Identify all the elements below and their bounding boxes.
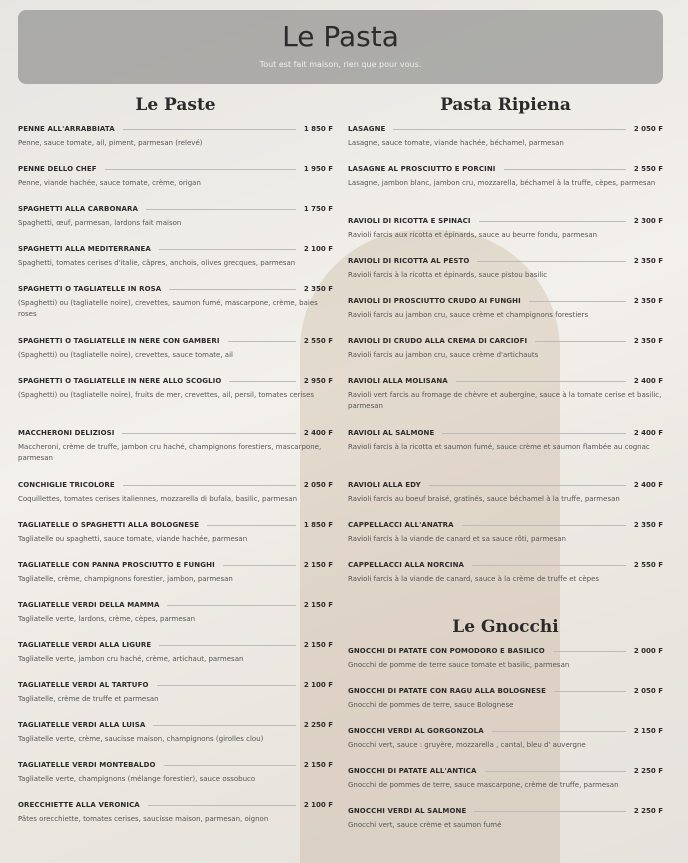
menu-item-line	[18, 242, 333, 256]
menu-item-price: 2 150 F	[303, 561, 333, 569]
menu-item-name: LASAGNE	[348, 125, 386, 133]
menu-item-description: (Spaghetti) ou (tagliatelle noire), fruits de mer, crevettes, ail, persil, tomates cerises	[18, 391, 315, 399]
menu-item-divider	[553, 651, 626, 652]
menu-item-description: (Spaghetti) ou (tagliatelle noire), crevettes, saumon fumé, mascarpone, crème, baies roses	[18, 299, 318, 318]
menu-item	[348, 558, 663, 598]
menu-item-divider	[462, 525, 626, 526]
menu-item-price: 2 050 F	[303, 481, 333, 489]
menu-item-name: CAPPELLACCI ALLA NORCINA	[348, 561, 465, 569]
menu-item	[348, 374, 663, 426]
menu-item-divider	[223, 565, 296, 566]
menu-item-name: RAVIOLI DI RICOTTA E SPINACI	[348, 217, 471, 225]
menu-item-divider	[492, 731, 626, 732]
menu-item-line	[348, 558, 663, 572]
menu-item-line	[18, 638, 333, 652]
menu-item-price: 2 150 F	[303, 601, 333, 609]
menu-item-price: 2 350 F	[633, 257, 663, 265]
menu-item-line	[18, 798, 333, 812]
menu-item-price: 2 250 F	[633, 807, 663, 815]
menu-item-line	[348, 254, 663, 268]
menu-item-price: 2 350 F	[633, 521, 663, 529]
menu-item-price: 2 300 F	[633, 217, 663, 225]
menu-item	[348, 426, 663, 478]
menu-item-line	[18, 374, 333, 388]
menu-item-description: Tagliatelle, crème, champignons forestier, jambon, parmesan	[18, 575, 233, 583]
menu-item-description: (Spaghetti) ou (tagliatelle noire), crevettes, sauce tomate, ail	[18, 351, 233, 359]
menu-item-price: 1 950 F	[303, 165, 333, 173]
menu-item	[18, 758, 333, 798]
menu-item-description: Maccheroni, crème de truffe, jambon cru haché, champignons forestiers, mascarpone, parmesan	[18, 443, 322, 462]
menu-item	[18, 638, 333, 678]
menu-item-description: Tagliatelle verte, lardons, crème, cèpes, parmesan	[18, 615, 196, 623]
menu-item	[18, 426, 333, 478]
menu-item-name: GNOCCHI VERDI AL SALMONE	[348, 807, 467, 815]
menu-item-description: Penne, viande hachée, sauce tomate, crème, origan	[18, 179, 201, 187]
menu-item-line	[348, 294, 663, 308]
menu-item-line	[348, 644, 663, 658]
menu-item-divider	[157, 685, 296, 686]
menu-item-name: SPAGHETTI ALLA MEDITERRANEA	[18, 245, 151, 253]
menu-item-divider	[207, 525, 296, 526]
menu-item-description: Gnocchi de pommes de terre, sauce mascarpone, crème de truffe, parmesan	[348, 781, 619, 789]
menu-item-description: Gnocchi de pommes de terre, sauce Bolognese	[348, 701, 514, 709]
menu-item-line	[348, 478, 663, 492]
menu-item	[18, 202, 333, 242]
menu-item-line	[18, 202, 333, 216]
menu-item-price: 1 750 F	[303, 205, 333, 213]
menu-item-description: Coquillettes, tomates cerises italiennes, mozzarella di bufala, basilic, parmesan	[18, 495, 298, 503]
menu-item	[348, 764, 663, 804]
menu-item-name: TAGLIATELLE VERDI MONTEBALDO	[18, 761, 156, 769]
menu-item-name: TAGLIATELLE VERDI ALLA LUISA	[18, 721, 146, 729]
menu-item-line	[18, 518, 333, 532]
menu-item-price: 2 400 F	[633, 429, 663, 437]
menu-item-divider	[169, 289, 296, 290]
menu-item-price: 2 400 F	[633, 377, 663, 385]
menu-item-divider	[485, 771, 626, 772]
menu-item-description: Tagliatelle verte, jambon cru haché, crème, artichaut, parmesan	[18, 655, 244, 663]
menu-item-name: RAVIOLI AL SALMONE	[348, 429, 435, 437]
menu-item	[348, 684, 663, 724]
menu-item-price: 2 350 F	[303, 285, 333, 293]
menu-item-description: Ravioli farcis à la ricotta et épinards, sauce pistou basilic	[348, 271, 548, 279]
menu-item-name: GNOCCHI DI PATATE CON RAGU ALLA BOLOGNESE	[348, 687, 547, 695]
menu-item	[18, 282, 333, 334]
menu-item-divider	[153, 725, 295, 726]
menu-item-description: Lasagne, jambon blanc, jambon cru, mozzarella, béchamel à la truffe, cèpes, parmesan	[348, 179, 656, 187]
menu-item-price: 2 950 F	[303, 377, 333, 385]
menu-item	[348, 518, 663, 558]
menu-item-price: 2 550 F	[633, 165, 663, 173]
menu-item-price: 2 150 F	[633, 727, 663, 735]
menu-item-description: Gnocchi vert, sauce : gruyère, mozzarella , cantal, bleu d' auvergne	[348, 741, 586, 749]
menu-item-description: Spaghetti, tomates cerises d'italie, câpres, anchois, olives grecques, parmesan	[18, 259, 296, 267]
menu-item-description: Ravioli vert farcis au fromage de chèvre et aubergine, sauce à la tomate cerise et basilic, parmesan	[348, 391, 662, 410]
menu-item-line	[18, 558, 333, 572]
menu-item-divider	[122, 433, 295, 434]
menu-item-line	[348, 724, 663, 738]
page-subtitle: Tout est fait maison, rien que pour vous.	[259, 60, 422, 69]
menu-item-price: 2 250 F	[633, 767, 663, 775]
menu-item-price: 2 350 F	[633, 337, 663, 345]
section-title-ripiena: Pasta Ripiena	[440, 95, 571, 115]
menu-item	[348, 254, 663, 294]
menu-item-name: LASAGNE AL PROSCIUTTO E PORCINI	[348, 165, 496, 173]
menu-item-line	[18, 598, 333, 612]
menu-item-name: RAVIOLI DI CRUDO ALLA CREMA DI CARCIOFI	[348, 337, 528, 345]
menu-item-divider	[477, 261, 625, 262]
menu-item	[348, 122, 663, 162]
menu-item-divider	[429, 485, 626, 486]
menu-item-name: TAGLIATELLE CON PANNA PROSCIUTTO E FUNGHI	[18, 561, 215, 569]
left-column	[18, 92, 333, 838]
menu-item-line	[18, 678, 333, 692]
menu-item-line	[348, 426, 663, 440]
menu-item-divider	[159, 249, 296, 250]
menu-item	[348, 724, 663, 764]
menu-item-price: 2 550 F	[303, 337, 333, 345]
menu-item	[348, 478, 663, 518]
menu-item-name: SPAGHETTI O TAGLIATELLE IN NERE ALLO SCOGLIO	[18, 377, 222, 385]
section-title-paste: Le Paste	[135, 95, 216, 115]
menu-item-divider	[504, 169, 626, 170]
menu-item	[18, 374, 333, 426]
menu-item-divider	[148, 805, 296, 806]
paste-list	[18, 122, 333, 838]
menu-item-line	[348, 334, 663, 348]
menu-item-description: Lasagne, sauce tomate, viande hachée, béchamel, parmesan	[348, 139, 564, 147]
menu-item-name: RAVIOLI ALLA EDY	[348, 481, 421, 489]
header-banner	[18, 10, 663, 84]
menu-item-name: SPAGHETTI O TAGLIATELLE IN NERE CON GAMBERI	[18, 337, 220, 345]
menu-item-name: PENNE ALL'ARRABBIATA	[18, 125, 115, 133]
menu-item-description: Ravioli farcis à la viande de canard et sa sauce rôti, parmesan	[348, 535, 566, 543]
menu-item-name: CAPPELLACCI ALL'ANATRA	[348, 521, 454, 529]
menu-item-divider	[105, 169, 296, 170]
ripiena-list	[348, 122, 663, 598]
menu-item-price: 2 150 F	[303, 761, 333, 769]
menu-item-line	[348, 214, 663, 228]
menu-item-divider	[456, 381, 626, 382]
menu-item-description: Ravioli farcis au jambon cru, sauce crème d'artichauts	[348, 351, 539, 359]
menu-item-line	[18, 162, 333, 176]
menu-item-price: 2 350 F	[633, 297, 663, 305]
menu-item-line	[348, 162, 663, 176]
menu-item-name: TAGLIATELLE VERDI DELLA MAMMA	[18, 601, 160, 609]
menu-item	[348, 162, 663, 214]
menu-item-price: 2 050 F	[633, 687, 663, 695]
menu-item-divider	[535, 341, 626, 342]
menu-item	[18, 478, 333, 518]
menu-item-description: Ravioli farcis aux ricotta et épinards, sauce au beurre fondu, parmesan	[348, 231, 598, 239]
menu-item	[348, 214, 663, 254]
menu-item-divider	[479, 221, 626, 222]
menu-item-divider	[159, 645, 296, 646]
menu-item-line	[18, 758, 333, 772]
menu-item-description: Tagliatelle verte, champignons (mélange forestier), sauce ossobuco	[18, 775, 256, 783]
menu-item-divider	[442, 433, 625, 434]
menu-item-name: RAVIOLI ALLA MOLISANA	[348, 377, 448, 385]
menu-item-name: GNOCCHI VERDI AL GORGONZOLA	[348, 727, 484, 735]
menu-item-divider	[146, 209, 296, 210]
menu-item	[348, 804, 663, 844]
menu-item-description: Ravioli farcis à la ricotta et saumon fumé, sauce crème et saumon flambée au cognac	[348, 443, 650, 451]
menu-item-name: ORECCHIETTE ALLA VERONICA	[18, 801, 140, 809]
menu-item-divider	[474, 811, 625, 812]
menu-item-line	[348, 374, 663, 388]
menu-item-line	[348, 684, 663, 698]
menu-item	[348, 644, 663, 684]
menu-item-divider	[228, 341, 296, 342]
menu-item	[18, 598, 333, 638]
menu-item-name: SPAGHETTI O TAGLIATELLE IN ROSA	[18, 285, 162, 293]
menu-item-divider	[529, 301, 626, 302]
menu-item-name: PENNE DELLO CHEF	[18, 165, 97, 173]
menu-item-description: Penne, sauce tomate, ail, piment, parmesan (relevé)	[18, 139, 203, 147]
menu-item-name: TAGLIATELLE VERDI AL TARTUFO	[18, 681, 149, 689]
menu-item-description: Tagliatelle, crème de truffe et parmesan	[18, 695, 159, 703]
section-title-gnocchi: Le Gnocchi	[452, 617, 559, 637]
menu-item-line	[18, 426, 333, 440]
menu-item-name: CONCHIGLIE TRICOLORE	[18, 481, 115, 489]
menu-item	[348, 334, 663, 374]
menu-item-description: Tagliatelle ou spaghetti, sauce tomate, viande hachée, parmesan	[18, 535, 248, 543]
menu-item-line	[18, 478, 333, 492]
menu-item-divider	[229, 381, 295, 382]
menu-item-description: Gnocchi de pomme de terre sauce tomate et basilic, parmesan	[348, 661, 570, 669]
menu-item	[18, 162, 333, 202]
menu-item-price: 2 550 F	[633, 561, 663, 569]
menu-item-price: 2 000 F	[633, 647, 663, 655]
menu-item	[348, 294, 663, 334]
menu-item	[18, 242, 333, 282]
menu-item-description: Pâtes orecchiette, tomates cerises, saucisse maison, parmesan, oignon	[18, 815, 269, 823]
menu-item-description: Spaghetti, œuf, parmesan, lardons fait maison	[18, 219, 182, 227]
menu-item-name: TAGLIATELLE VERDI ALLA LIGURE	[18, 641, 152, 649]
menu-item	[18, 122, 333, 162]
menu-item-price: 1 850 F	[303, 125, 333, 133]
menu-item-description: Ravioli farcis au boeuf braisé, gratinés, sauce béchamel à la truffe, parmesan	[348, 495, 620, 503]
menu-item-price: 2 150 F	[303, 641, 333, 649]
menu-item-line	[348, 122, 663, 136]
menu-item-name: TAGLIATELLE O SPAGHETTI ALLA BOLOGNESE	[18, 521, 200, 529]
menu-item-divider	[393, 129, 625, 130]
menu-item-line	[18, 282, 333, 296]
menu-item-divider	[167, 605, 295, 606]
menu-item-line	[18, 122, 333, 136]
menu-item-divider	[472, 565, 626, 566]
menu-item	[18, 334, 333, 374]
menu-item-name: MACCHERONI DELIZIOSI	[18, 429, 115, 437]
menu-item-description: Ravioli farcis au jambon cru, sauce crème et champignons forestiers	[348, 311, 589, 319]
menu-item-name: GNOCCHI DI PATATE CON POMODORO E BASILICO	[348, 647, 545, 655]
menu-item-divider	[554, 691, 626, 692]
menu-item-divider	[123, 129, 296, 130]
menu-item	[18, 718, 333, 758]
menu-item-price: 1 850 F	[303, 521, 333, 529]
menu-item-line	[348, 518, 663, 532]
menu-item-line	[18, 334, 333, 348]
menu-item-price: 2 400 F	[633, 481, 663, 489]
menu-item	[18, 798, 333, 838]
menu-item-divider	[123, 485, 296, 486]
menu-item-name: RAVIOLI DI RICOTTA AL PESTO	[348, 257, 470, 265]
menu-item-price: 2 250 F	[303, 721, 333, 729]
menu-item-description: Ravioli farcis à la viande de canard, sauce à la crème de truffe et cèpes	[348, 575, 600, 583]
menu-item-line	[348, 764, 663, 778]
page-title: Le Pasta	[282, 20, 399, 53]
menu-item-price: 2 400 F	[303, 429, 333, 437]
menu-item-divider	[164, 765, 296, 766]
menu-item	[18, 678, 333, 718]
menu-item-name: RAVIOLI DI PROSCIUTTO CRUDO AI FUNGHI	[348, 297, 521, 305]
menu-item-price: 2 100 F	[303, 801, 333, 809]
menu-item-name: SPAGHETTI ALLA CARBONARA	[18, 205, 138, 213]
menu-item-line	[18, 718, 333, 732]
right-column	[348, 92, 663, 844]
menu-item-name: GNOCCHI DI PATATE ALL'ANTICA	[348, 767, 477, 775]
menu-item-description: Gnocchi vert, sauce crème et saumon fumé	[348, 821, 502, 829]
menu-item-price: 2 100 F	[303, 245, 333, 253]
menu-item-price: 2 050 F	[633, 125, 663, 133]
menu-item	[18, 558, 333, 598]
menu-item	[18, 518, 333, 558]
gnocchi-list	[348, 644, 663, 844]
menu-item-description: Tagliatelle verte, crème, saucisse maison, champignons (girolles clou)	[18, 735, 264, 743]
menu-item-price: 2 100 F	[303, 681, 333, 689]
menu-item-line	[348, 804, 663, 818]
